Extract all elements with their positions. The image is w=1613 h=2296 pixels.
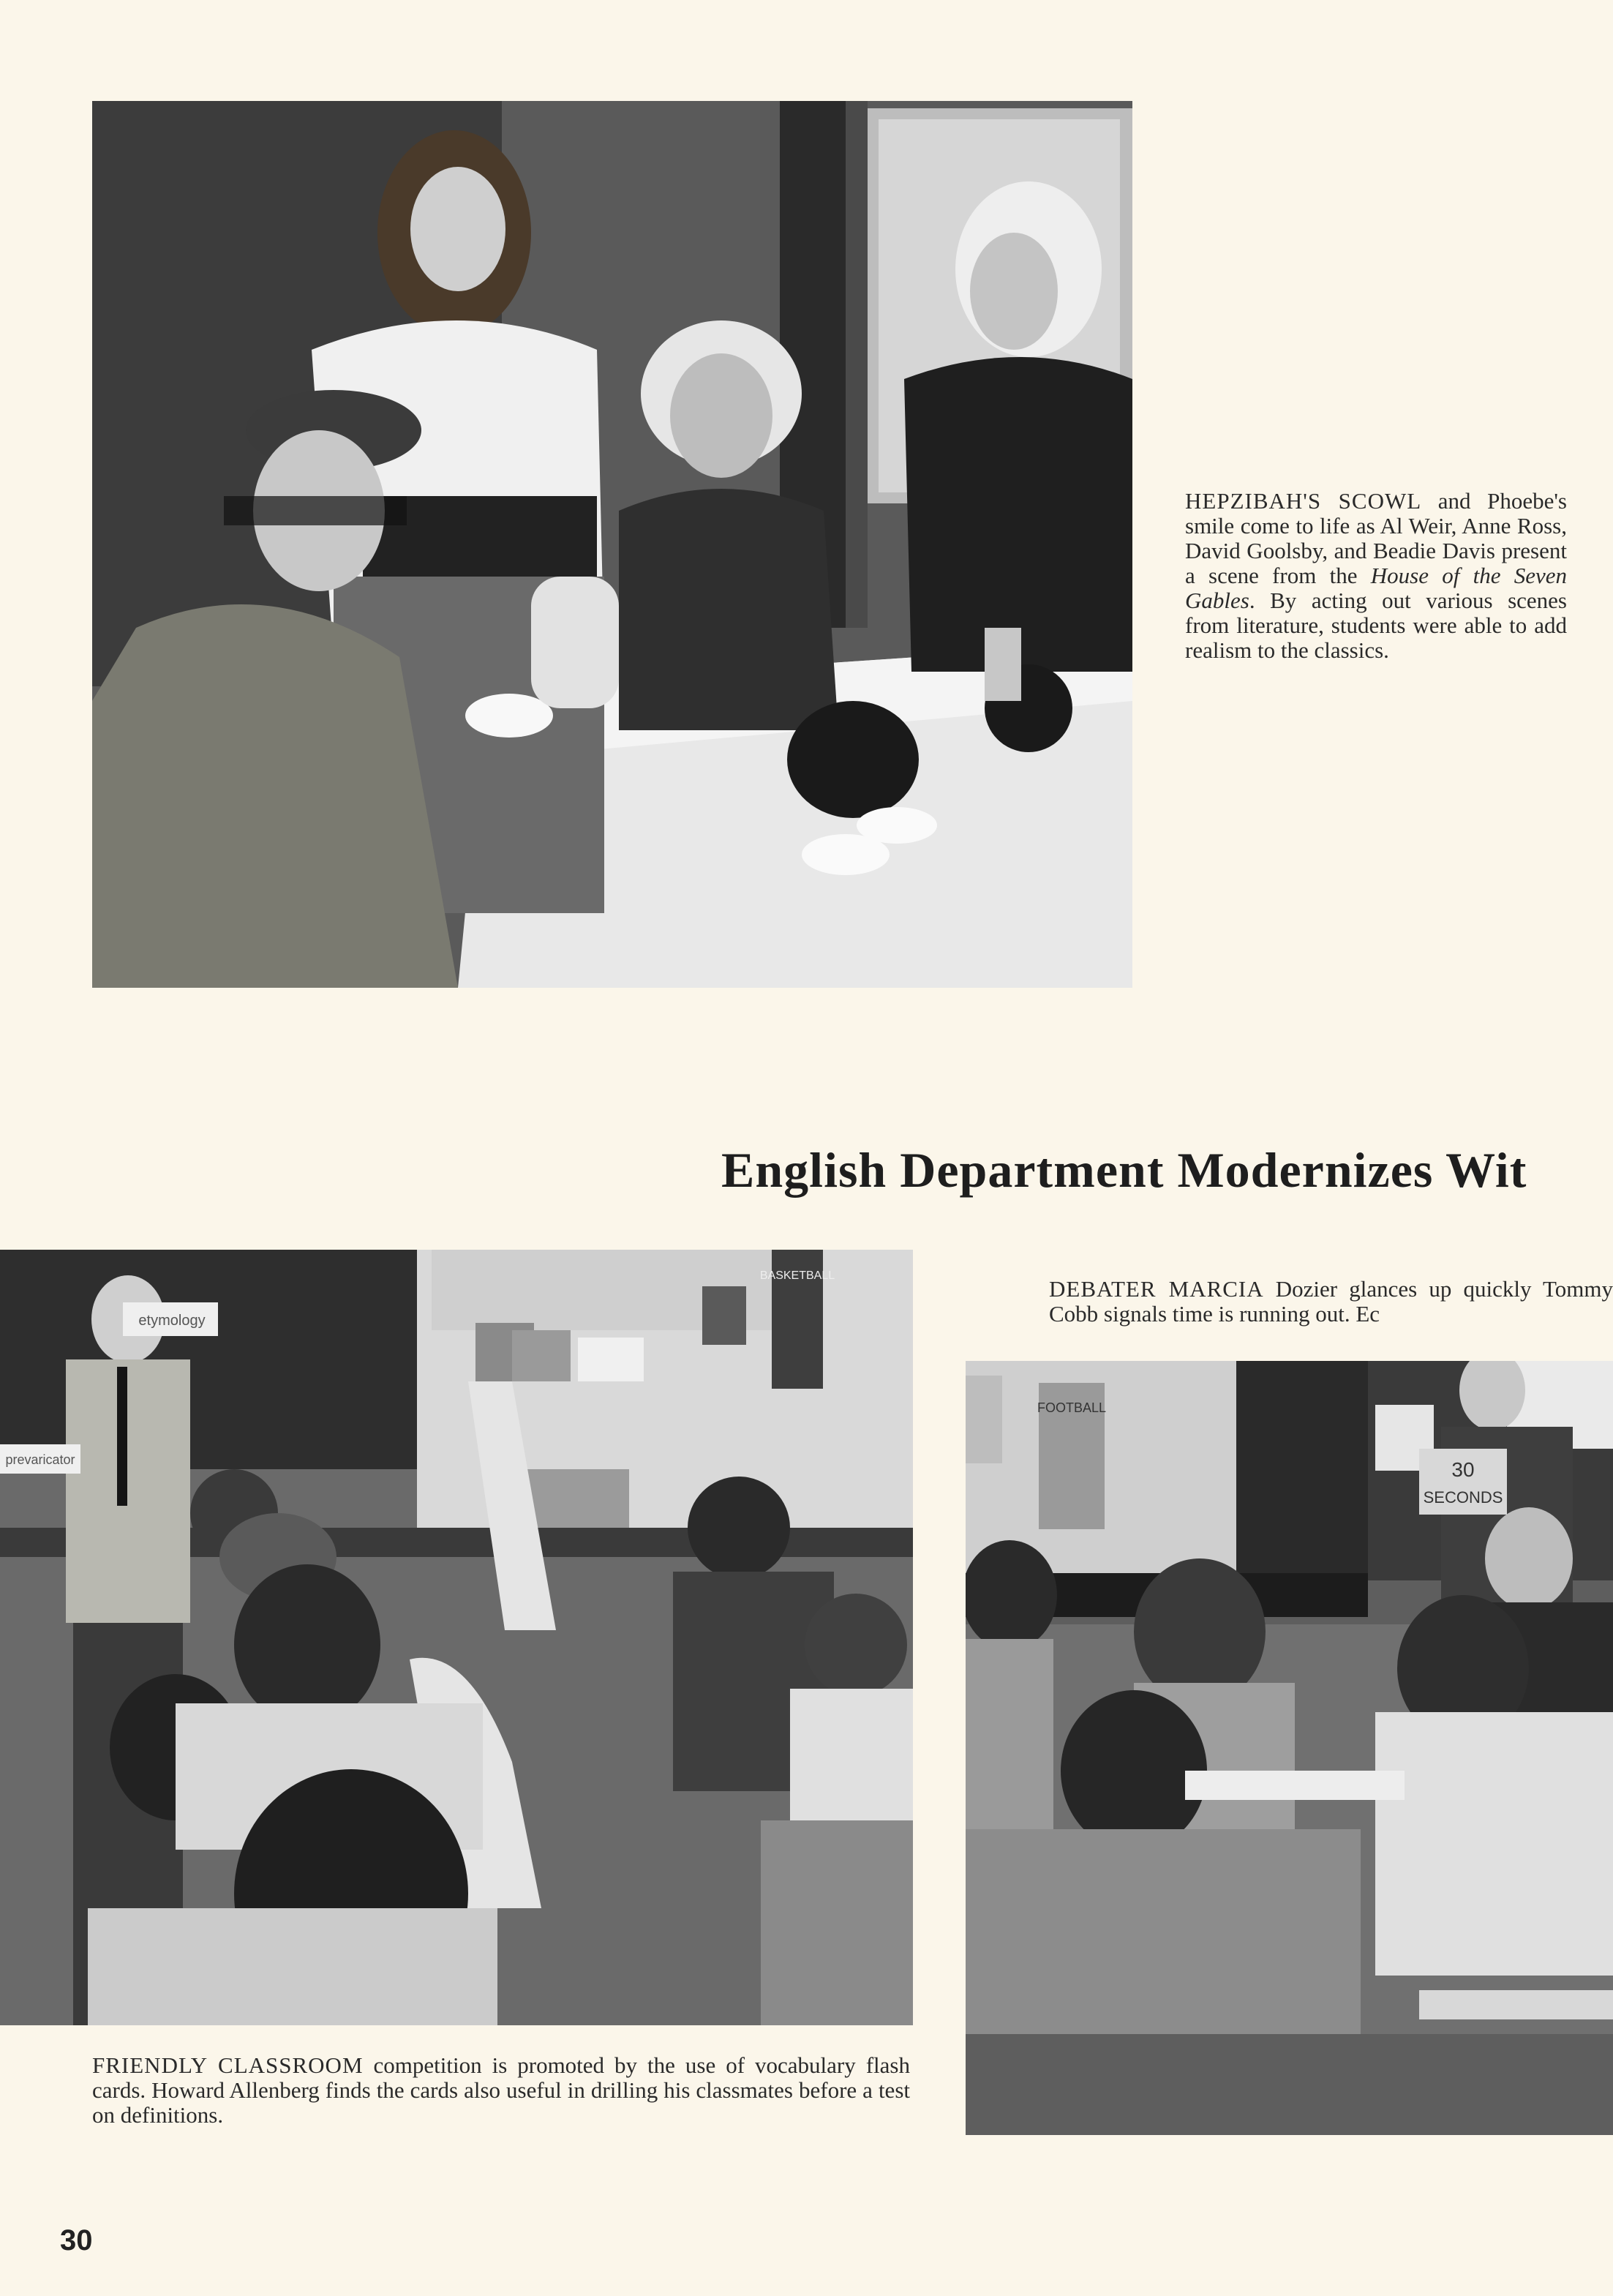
page-headline: English Department Modernizes Wit [721, 1142, 1527, 1198]
caption-lead: HEPZIBAH'S SCOWL [1185, 488, 1422, 514]
basketball-poster-text: BASKETBALL [759, 1269, 835, 1282]
flash-card-prevaricator: prevaricator [5, 1452, 75, 1467]
football-poster-text: FOOTBALL [1037, 1400, 1107, 1415]
photo-debate [966, 1361, 1613, 2135]
photo-play-scene [92, 101, 1132, 988]
caption-play-scene [1185, 489, 1567, 663]
page-number: 30 [60, 2224, 93, 2256]
sign-line-2: SECONDS [1423, 1488, 1503, 1507]
caption-body: Dozier glances up quickly Tommy Cobb signals time is running out. Ec [1049, 1276, 1613, 1327]
caption-debate [1049, 1277, 1613, 1327]
caption-body: and Phoebe's smile come to life as Al Weir, Anne Ross, David Goolsby, and Beadie Davis present a scene from the [1185, 488, 1568, 588]
sign-line-1: 30 [1451, 1458, 1475, 1481]
caption-tail: . By acting out various scenes from literature, students were able to add realism to the classics. [1185, 588, 1567, 663]
caption-lead: FRIENDLY CLASSROOM [92, 2052, 364, 2078]
photo-flash-cards [0, 1250, 913, 2025]
caption-lead: DEBATER MARCIA [1049, 1276, 1264, 1302]
caption-body: competition is promoted by the use of vocabulary flash cards. Howard Allenberg finds the cards also useful in drilling his classmates before a test on definitions. [92, 2052, 910, 2128]
caption-book-title: House of the Seven Gables [1185, 563, 1568, 613]
caption-flash-cards [92, 2053, 910, 2128]
flash-card-etymology: etymology [138, 1313, 206, 1329]
